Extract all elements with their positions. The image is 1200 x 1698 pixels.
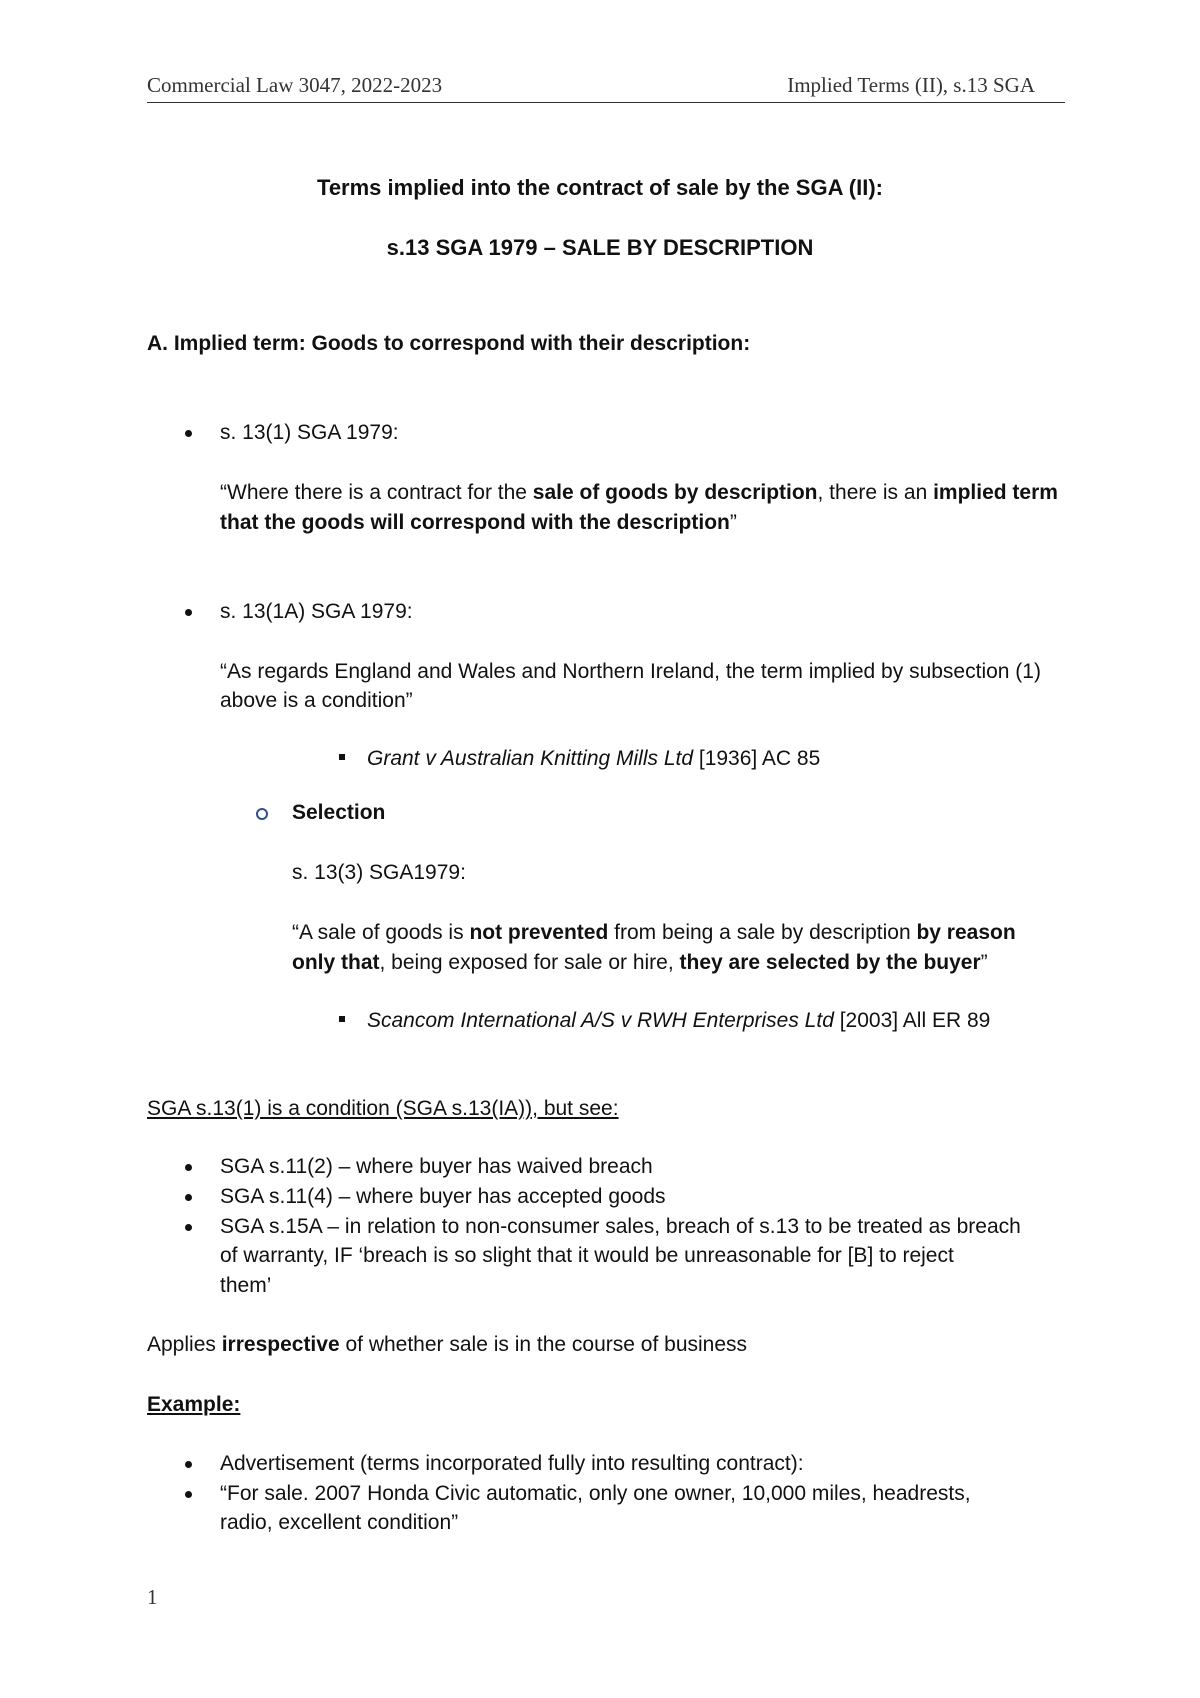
- page-header: [147, 70, 1065, 103]
- s131-quote-line-1: [220, 481, 1058, 505]
- s133-quote-line-1: [292, 921, 1016, 945]
- s131-quote-bold-1: sale of goods by description: [532, 481, 818, 504]
- condition-item-1: SGA s.11(2) – where buyer has waived breach: [220, 1155, 653, 1178]
- bullet-icon: [185, 1194, 192, 1201]
- title-line-2: s.13 SGA 1979 – SALE BY DESCRIPTION: [386, 235, 814, 260]
- section-a-heading: A. Implied term: Goods to correspond with their description:: [147, 332, 751, 355]
- condition-item-2: SGA s.11(4) – where buyer has accepted goods: [220, 1185, 666, 1208]
- case-scancom-citation: [2003] All ER 89: [833, 1009, 991, 1032]
- header-right: Implied Terms (II), s.13 SGA: [787, 73, 1035, 97]
- condition-heading: SGA s.13(1) is a condition (SGA s.13(IA)), but see:: [147, 1097, 619, 1120]
- condition-item-3-line-3: them’: [220, 1274, 272, 1297]
- bullet-icon: [185, 1461, 192, 1468]
- s133-bold-4: they are selected by the buyer: [679, 951, 981, 974]
- applies-text-2: of whether sale is in the course of business: [339, 1333, 748, 1356]
- case-grant-citation: [1936] AC 85: [693, 747, 821, 770]
- bullet-icon: [185, 1224, 192, 1231]
- selection-heading: Selection: [292, 801, 386, 824]
- hollow-circle-bullet-icon: [256, 808, 268, 820]
- applies-bold: irrespective: [221, 1333, 340, 1356]
- s131-quote-bold-3: that the goods will correspond with the description: [220, 511, 730, 534]
- s131-quote-bold-2: implied term: [933, 481, 1058, 504]
- condition-item-3-line-1: SGA s.15A – in relation to non-consumer sales, breach of s.13 to be treated as breach: [220, 1215, 1021, 1238]
- page-number: 1: [147, 1585, 158, 1609]
- s133-bold-2: by reason: [916, 921, 1016, 944]
- example-item-2-line-2: radio, excellent condition”: [220, 1511, 459, 1534]
- s131-quote-text-2: , there is an: [817, 481, 934, 504]
- s133-close: ”: [980, 951, 988, 974]
- case-scancom-name: Scancom International A/S v RWH Enterprises Ltd: [367, 1009, 834, 1032]
- case-grant: [367, 747, 820, 771]
- s133-text-3: , being exposed for sale or hire,: [379, 951, 680, 974]
- example-item-2-line-1: “For sale. 2007 Honda Civic automatic, only one owner, 10,000 miles, headrests,: [220, 1482, 971, 1505]
- s133-bold-1: not prevented: [469, 921, 609, 944]
- s131a-quote-line-2: above is a condition”: [220, 689, 413, 712]
- s133-text-1: “A sale of goods is: [292, 921, 470, 944]
- s133-text-2: from being a sale by description: [608, 921, 917, 944]
- applies-text-1: Applies: [147, 1333, 222, 1356]
- bullet-icon: [185, 609, 192, 616]
- example-item-1: Advertisement (terms incorporated fully into resulting contract):: [220, 1452, 804, 1475]
- square-bullet-icon: [339, 754, 345, 760]
- s131-quote-close: ”: [729, 511, 737, 534]
- case-scancom: [367, 1009, 990, 1033]
- s133-bold-3: only that: [292, 951, 380, 974]
- title-line-1: Terms implied into the contract of sale by the SGA (II):: [317, 175, 883, 200]
- header-left: Commercial Law 3047, 2022-2023: [147, 73, 443, 97]
- case-grant-name: Grant v Australian Knitting Mills Ltd: [367, 747, 694, 770]
- s131-quote-line-2: [220, 511, 737, 535]
- s133-label: s. 13(3) SGA1979:: [292, 861, 466, 884]
- bullet-icon: [185, 1491, 192, 1498]
- s133-quote-line-2: [292, 951, 988, 975]
- bullet-icon: [185, 430, 192, 437]
- s131-quote-text-1: “Where there is a contract for the: [220, 481, 533, 504]
- bullet-icon: [185, 1164, 192, 1171]
- condition-item-3-line-2: of warranty, IF ‘breach is so slight that it would be unreasonable for [B] to reject: [220, 1244, 954, 1267]
- example-heading: Example:: [147, 1393, 241, 1416]
- s131a-label: s. 13(1A) SGA 1979:: [220, 600, 413, 623]
- s131a-quote-line-1: “As regards England and Wales and Northern Ireland, the term implied by subsection (1): [220, 660, 1041, 683]
- s131-label: s. 13(1) SGA 1979:: [220, 421, 399, 444]
- square-bullet-icon: [339, 1016, 345, 1022]
- applies-line: [147, 1333, 747, 1357]
